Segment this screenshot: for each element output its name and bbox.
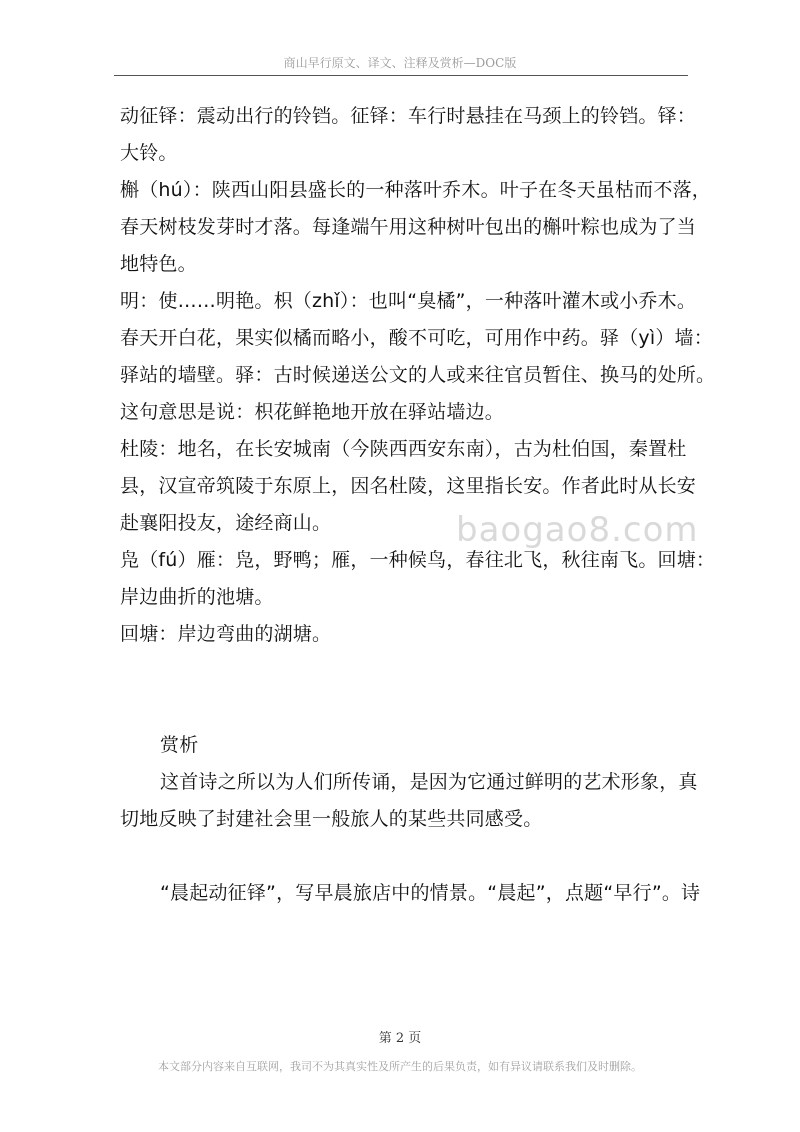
analysis-line: “晨起动征铎”，写早晨旅店中的情景。“晨起”，点题“早行”。诗 bbox=[160, 882, 701, 904]
analysis-line: 切地反映了封建社会里一般旅人的某些共同感受。 bbox=[120, 808, 543, 830]
body-line: 县，汉宣帝筑陵于东原上，因名杜陵，这里指长安。作者此时从长安 bbox=[120, 475, 697, 497]
body-line: 岸边曲折的池塘。 bbox=[120, 586, 274, 608]
body-line: 这句意思是说：枳花鲜艳地开放在驿站墙边。 bbox=[120, 401, 505, 423]
document-body bbox=[120, 98, 716, 912]
page-number: 第 2 页 bbox=[378, 1031, 422, 1046]
body-line: 槲（hú）：陕西山阳县盛长的一种落叶乔木。叶子在冬天虽枯而不落， bbox=[120, 179, 711, 201]
spacer bbox=[120, 653, 695, 727]
section-heading: 赏析 bbox=[160, 734, 199, 756]
body-line: 回塘：岸边弯曲的湖塘。 bbox=[120, 623, 332, 645]
body-line: 地特色。 bbox=[120, 253, 197, 275]
spacer bbox=[120, 838, 695, 875]
body-line: 明：使……明艳。枳（zhǐ）：也叫“臭橘”，一种落叶灌木或小乔木。 bbox=[120, 290, 697, 312]
body-line: 春天开白花，果实似橘而略小，酸不可吃，可用作中药。驿（yì）墙： bbox=[120, 327, 713, 349]
body-line: 驿站的墙壁。驿：古时候递送公文的人或来往官员暂住、换马的处所。 bbox=[120, 364, 716, 386]
body-line: 大铃。 bbox=[120, 142, 178, 164]
watermark-text: baogao8.com bbox=[456, 510, 699, 550]
body-line: 赴襄阳投友，途经商山。 bbox=[120, 512, 332, 534]
body-line: 动征铎：震动出行的铃铛。征铎：车行时悬挂在马颈上的铃铛。铎： bbox=[120, 105, 697, 127]
body-line: 春天树枝发芽时才落。每逢端午用这种树叶包出的槲叶粽也成为了当 bbox=[120, 216, 697, 238]
body-line: 凫（fú）雁：凫，野鸭；雁，一种候鸟，春往北飞，秋往南飞。回塘： bbox=[120, 549, 716, 571]
header-divider bbox=[114, 75, 688, 76]
body-line: 杜陵：地名，在长安城南（今陕西西安东南），古为杜伯国，秦置杜 bbox=[120, 438, 687, 460]
footer-disclaimer: 本文部分内容来自互联网，我司不为其真实性及所产生的后果负责，如有异议请联系我们及时删除。 bbox=[158, 1060, 642, 1073]
analysis-line: 这首诗之所以为人们所传诵，是因为它通过鲜明的艺术形象，真 bbox=[160, 771, 698, 793]
page-header-title: 商山早行原文、译文、注释及赏析—DOC版 bbox=[283, 56, 517, 70]
